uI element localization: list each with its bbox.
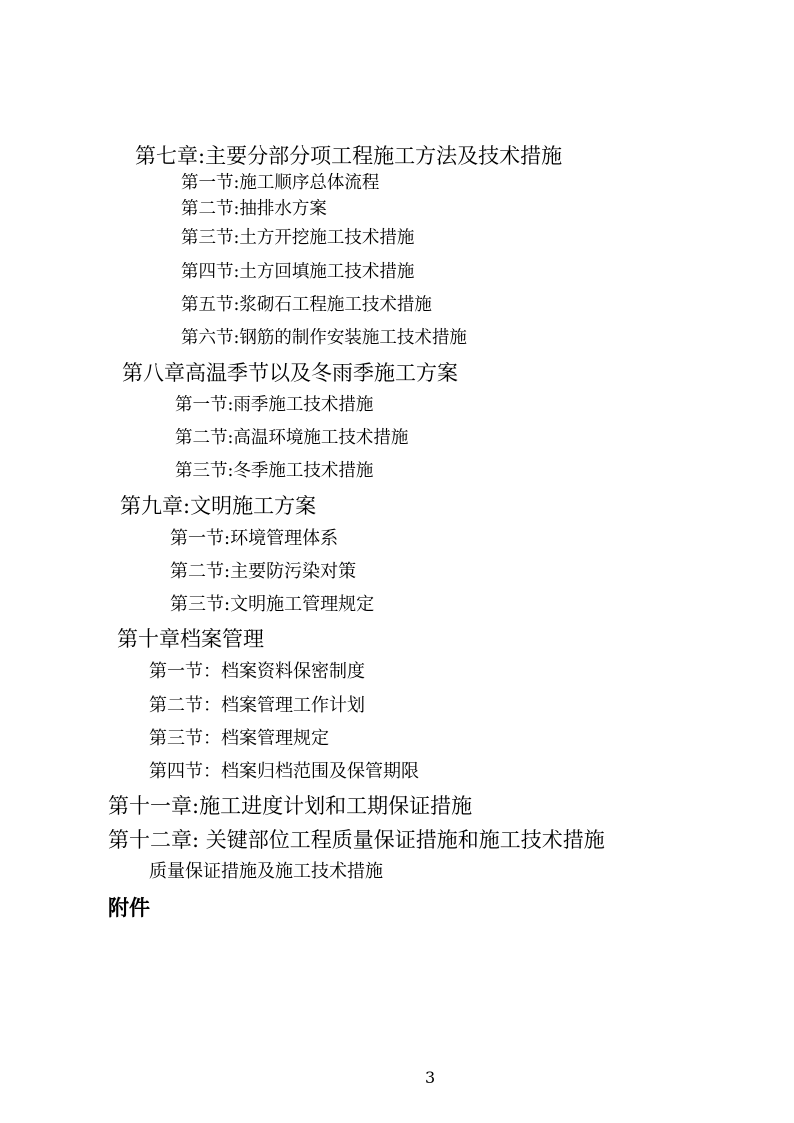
chapter-12-title: 第十二章: 关键部位工程质量保证措施和施工技术措施 xyxy=(108,828,605,852)
chapter-10-title: 第十章档案管理 xyxy=(117,627,264,651)
appendix-heading: 附件 xyxy=(108,895,150,920)
ch9-section-3: 第三节:文明施工管理规定 xyxy=(170,594,375,615)
page-number: 3 xyxy=(425,1068,436,1087)
chapter-7-title: 第七章:主要分部分项工程施工方法及技术措施 xyxy=(135,144,563,168)
ch8-section-2: 第二节:高温环境施工技术措施 xyxy=(175,428,409,448)
ch7-section-3: 第三节:土方开挖施工技术措施 xyxy=(181,228,415,248)
chapter-8-title: 第八章高温季节以及冬雨季施工方案 xyxy=(122,361,458,385)
ch8-section-1: 第一节:雨季施工技术措施 xyxy=(175,395,374,415)
chapter-11-title: 第十一章:施工进度计划和工期保证措施 xyxy=(108,794,473,818)
ch7-section-4: 第四节:土方回填施工技术措施 xyxy=(181,262,415,282)
chapter-9-title: 第九章:文明施工方案 xyxy=(120,494,317,518)
ch10-section-1: 第一节：档案资料保密制度 xyxy=(149,661,365,682)
ch9-section-1: 第一节:环境管理体系 xyxy=(170,528,339,549)
ch7-section-5: 第五节:浆砌石工程施工技术措施 xyxy=(181,295,432,315)
ch8-section-3: 第三节:冬季施工技术措施 xyxy=(175,461,374,481)
ch10-section-2: 第二节：档案管理工作计划 xyxy=(149,695,365,716)
ch7-section-6: 第六节:钢筋的制作安装施工技术措施 xyxy=(181,328,467,348)
ch9-section-2: 第二节:主要防污染对策 xyxy=(170,561,357,582)
ch7-section-1: 第一节:施工顺序总体流程 xyxy=(181,173,380,193)
ch7-section-2: 第二节:抽排水方案 xyxy=(181,199,327,219)
ch10-section-4: 第四节：档案归档范围及保管期限 xyxy=(149,761,419,782)
ch10-section-3: 第三节：档案管理规定 xyxy=(149,728,329,749)
ch12-subtitle: 质量保证措施及施工技术措施 xyxy=(149,861,383,882)
